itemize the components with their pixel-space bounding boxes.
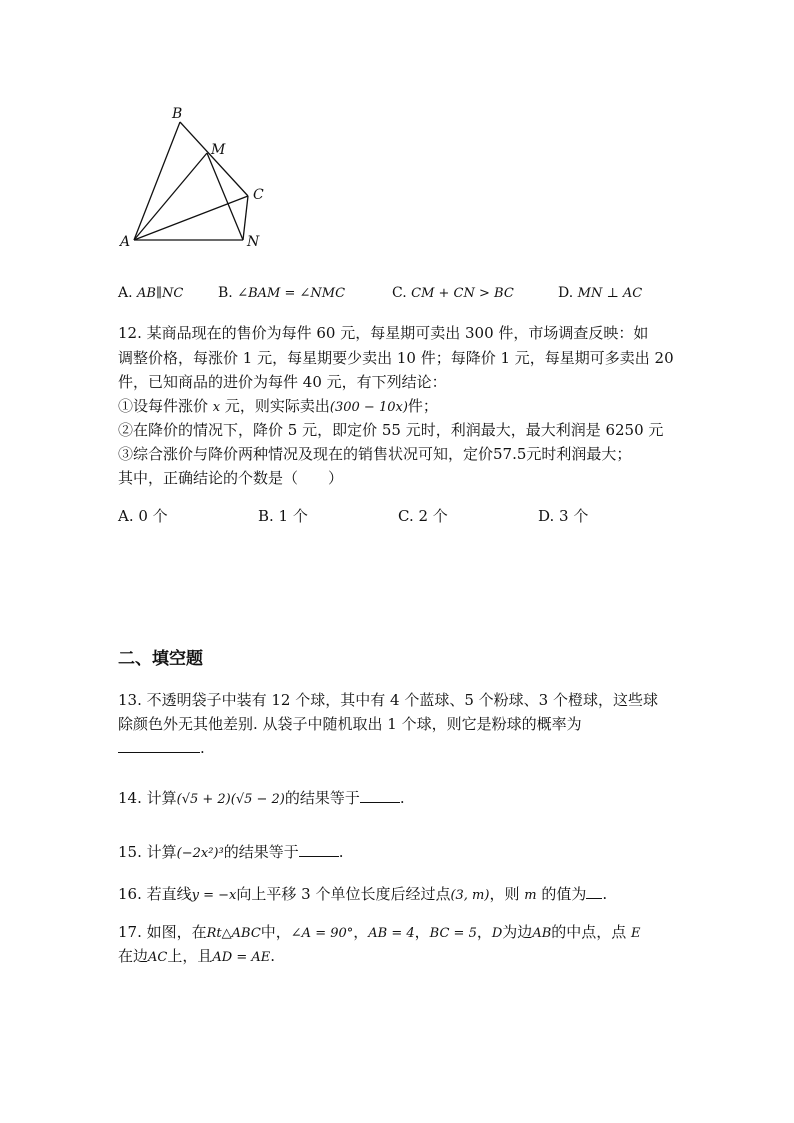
q11-option-c: C. CM + CN > BC xyxy=(392,285,514,301)
q11-option-a: A. AB∥NC xyxy=(118,285,184,301)
q14-blank[interactable] xyxy=(360,788,400,803)
q12-option-b: B. 1 个 xyxy=(258,507,308,525)
q12-statement-2: ②在降价的情况下，降价 5 元，即定价 55 元时，利润最大，最大利润是 6250 元 xyxy=(118,421,664,439)
q11-option-b: B. ∠BAM = ∠NMC xyxy=(218,285,346,301)
q13-line-2: 除颜色外无其他差别. 从袋子中随机取出 1 个球，则它是粉球的概率为 xyxy=(118,715,582,733)
label-a: A xyxy=(120,234,131,250)
q15-blank[interactable] xyxy=(299,842,339,857)
q17-line-1: 17. 如图，在Rt△ABC中，∠A = 90°，AB = 4，BC = 5，D为边AB的中点，点 E xyxy=(118,923,641,941)
q14: 14. 计算(√5 + 2)(√5 − 2)的结果等于 . xyxy=(118,789,405,807)
label-b: B xyxy=(172,106,183,122)
segment-ab xyxy=(134,122,180,240)
q12-option-d: D. 3 个 xyxy=(538,507,589,525)
q12-line-3: 件，已知商品的进价为每件 40 元，有下列结论： xyxy=(118,373,447,391)
q12-line-1: 12. 某商品现在的售价为每件 60 元，每星期可卖出 300 件，市场调查反映：如 xyxy=(118,324,649,342)
q11-option-d: D. MN ⊥ AC xyxy=(558,285,643,301)
q17-line-2: 在边AC上，且AD = AE. xyxy=(118,947,276,965)
label-m: M xyxy=(211,142,226,158)
section-title: 二、填空题 xyxy=(118,649,203,669)
geometry-figure xyxy=(110,100,280,260)
q15: 15. 计算(−2x²)³的结果等于 . xyxy=(118,843,344,861)
q12-statement-1: ①设每件涨价 x 元，则实际卖出(300 − 10x)件； xyxy=(118,397,438,415)
label-c: C xyxy=(253,187,264,203)
q12-statement-3: ③综合涨价与降价两种情况及现在的销售状况可知，定价57.5元时利润最大； xyxy=(118,445,632,463)
segment-bc xyxy=(180,122,248,196)
q12-line-2: 调整价格，每涨价 1 元，每星期要少卖出 10 件；每降价 1 元，每星期可多卖出 20 xyxy=(118,349,674,367)
q16: 16. 若直线y = −x向上平移 3 个单位长度后经过点(3, m)，则 m 的值为 . xyxy=(118,885,608,903)
q13-blank[interactable] xyxy=(118,738,200,753)
q12-option-a: A. 0 个 xyxy=(118,507,168,525)
q13-answer-line: . xyxy=(118,738,205,758)
q13-line-1: 13. 不透明袋子中装有 12 个球，其中有 4 个蓝球、5 个粉球、3 个橙球，这些球 xyxy=(118,691,658,709)
q12-option-c: C. 2 个 xyxy=(398,507,448,525)
label-n: N xyxy=(247,234,260,250)
segment-am xyxy=(134,153,207,240)
q12-question: 其中，正确结论的个数是（ ） xyxy=(118,469,344,487)
segment-ac xyxy=(134,196,248,240)
segment-mn xyxy=(207,153,243,240)
q16-blank[interactable] xyxy=(586,884,602,899)
